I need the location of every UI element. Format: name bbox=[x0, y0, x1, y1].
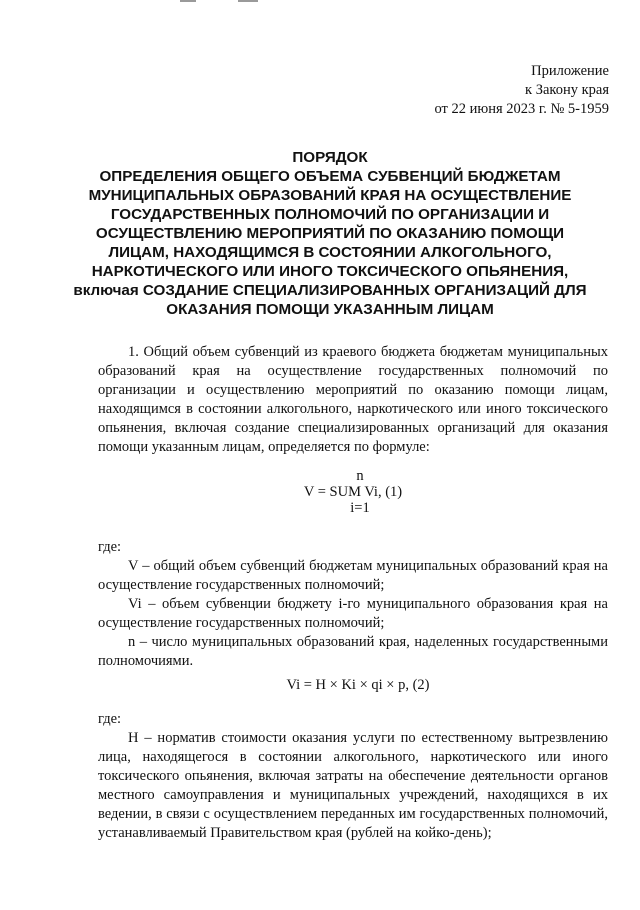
title-line: ОКАЗАНИЯ ПОМОЩИ УКАЗАННЫМ ЛИЦАМ bbox=[166, 301, 494, 318]
title-line: ОПРЕДЕЛЕНИЯ ОБЩЕГО ОБЪЕМА СУБВЕНЦИЙ БЮДЖЕТАМ bbox=[99, 168, 561, 185]
definition-vi: Vi – объем субвенции бюджету i-го муниципального образования края на осуществление государственных полномочий; bbox=[98, 596, 608, 631]
definition-h: H – норматив стоимости оказания услуги по естественному вытрезвлению лица, находящегося в состоянии алкогольного, наркотического или иного токсического опьянения, включая затраты на обеспечение деятельности органов местного самоуправления и муниципальных учреждений, находящихся в их ведении, в связи с осуществлением переданных им государственных полномочий, устанавливаемый Правительством края (рублей на койко-день); bbox=[98, 730, 608, 841]
scan-artifact bbox=[180, 0, 196, 2]
formula-1-upper-limit: n bbox=[356, 468, 364, 484]
appendix-law-reference: к Закону края bbox=[525, 82, 609, 98]
formula-1-lower-limit: i=1 bbox=[350, 500, 370, 516]
formula-2 bbox=[98, 678, 608, 692]
document-title bbox=[40, 148, 620, 319]
definitions-1 bbox=[98, 538, 608, 671]
title-line: МУНИЦИПАЛЬНЫХ ОБРАЗОВАНИЙ КРАЯ НА ОСУЩЕСТВЛЕНИЕ bbox=[88, 187, 572, 204]
paragraph-1: 1. Общий объем субвенций из краевого бюджета бюджетам муниципальных образований края на осуществление государственных полномочий по организации и осуществлению мероприятий по оказанию помощи лицам, находящимся в состоянии алкогольного, наркотического или иного токсического опьянения, включая создание специализированных организаций для оказания помощи указанным лицам, определяется по формуле: bbox=[98, 344, 608, 455]
formula-1-expression: V = SUM Vi, (1) bbox=[303, 484, 403, 500]
definitions-2 bbox=[98, 710, 608, 843]
section-1 bbox=[98, 343, 608, 457]
scan-artifact bbox=[238, 0, 258, 2]
appendix-block bbox=[434, 62, 609, 119]
definition-v: V – общий объем субвенций бюджетам муниципальных образований края на осуществление государственных полномочий; bbox=[98, 558, 608, 593]
formula-1 bbox=[98, 468, 608, 516]
definition-n: n – число муниципальных образований края, наделенных государственными полномочиями. bbox=[98, 634, 608, 669]
title-line: ОСУЩЕСТВЛЕНИЮ МЕРОПРИЯТИЙ ПО ОКАЗАНИЮ ПОМОЩИ bbox=[95, 225, 565, 242]
title-line: ЛИЦАМ, НАХОДЯЩИМСЯ В СОСТОЯНИИ АЛКОГОЛЬНОГО, bbox=[108, 244, 552, 261]
appendix-label: Приложение bbox=[531, 63, 609, 79]
formula-2-expression: Vi = H × Ki × qi × p, (2) bbox=[286, 677, 430, 693]
title-line: НАРКОТИЧЕСКОГО ИЛИ ИНОГО ТОКСИЧЕСКОГО ОПЬЯНЕНИЯ, bbox=[91, 263, 569, 280]
title-line: включая СОЗДАНИЕ СПЕЦИАЛИЗИРОВАННЫХ ОРГАНИЗАЦИЙ ДЛЯ bbox=[73, 282, 587, 299]
appendix-date-number: от 22 июня 2023 г. № 5-1959 bbox=[434, 101, 609, 117]
where-label: где: bbox=[98, 539, 122, 555]
title-heading: ПОРЯДОК bbox=[292, 149, 368, 166]
title-line: ГОСУДАРСТВЕННЫХ ПОЛНОМОЧИЙ ПО ОРГАНИЗАЦИИ И bbox=[110, 206, 550, 223]
where-label: где: bbox=[98, 711, 122, 727]
